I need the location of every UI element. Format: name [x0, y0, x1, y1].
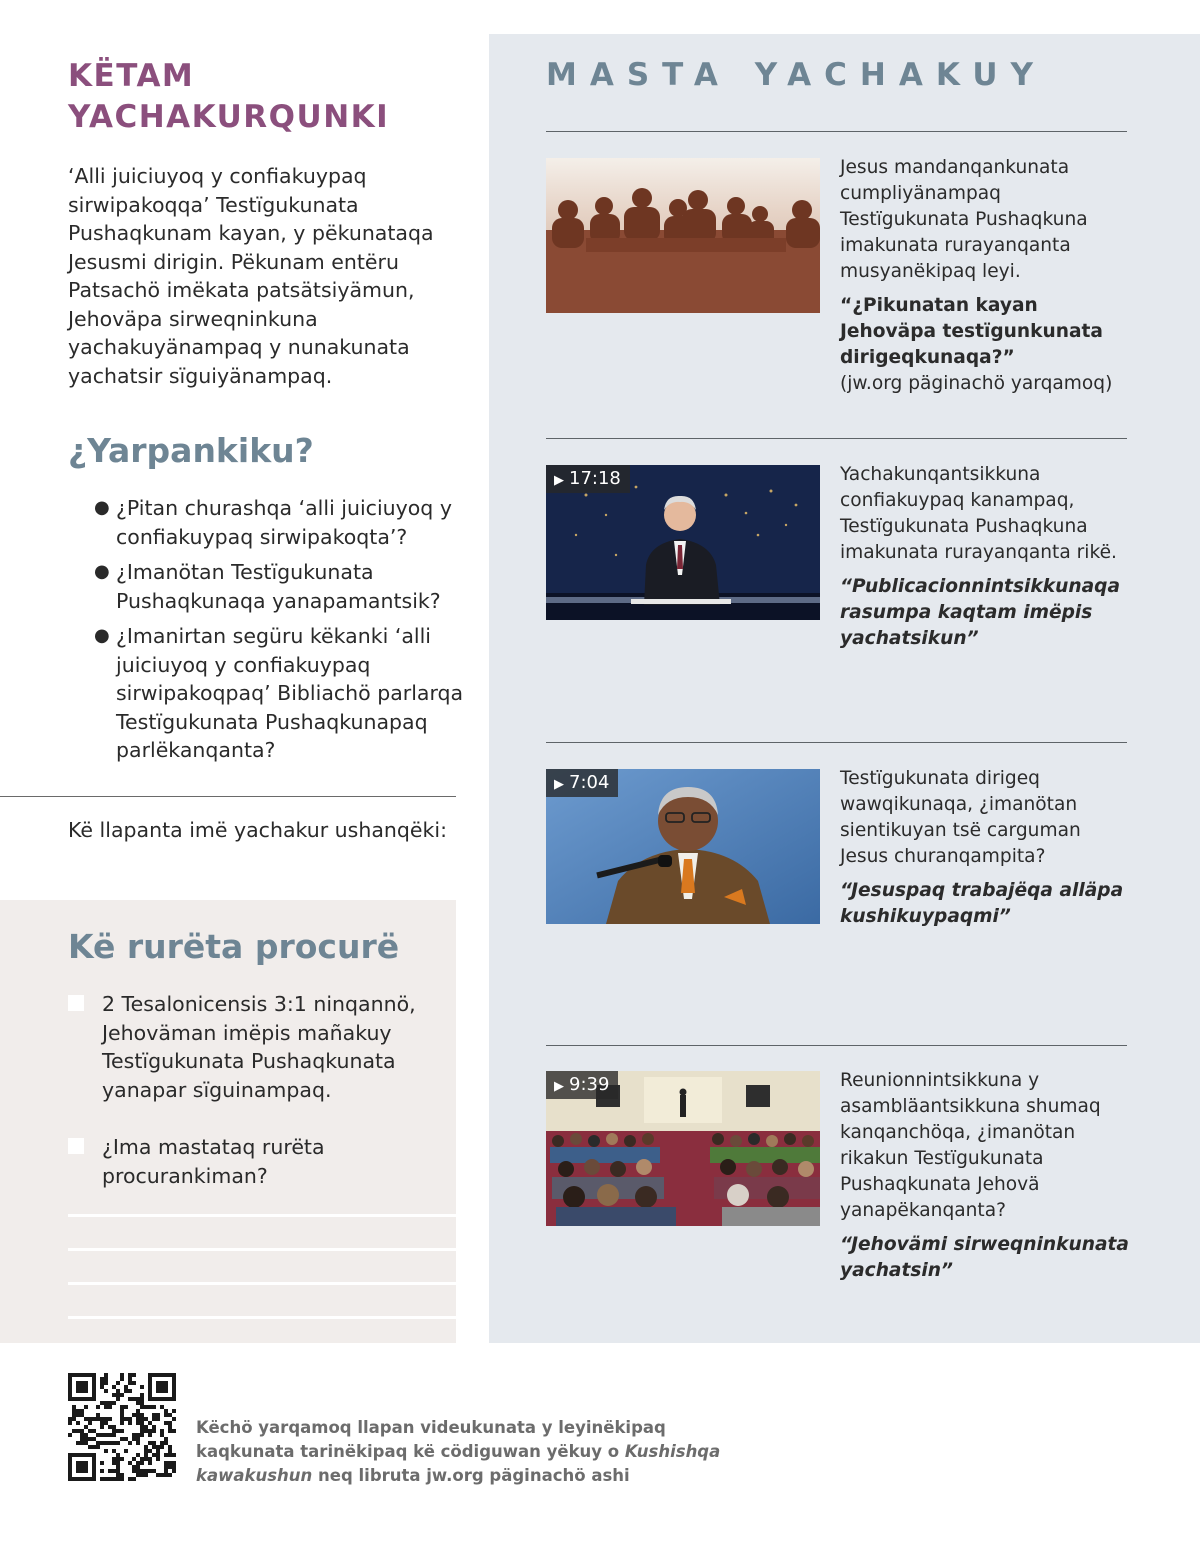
section-divider: [546, 131, 1127, 132]
ask-title: ¿Yarpankiku?: [68, 431, 314, 470]
try-item-text: 2 Tesalonicensis 3:1 ninqannö, Jehoväman imëpis mañakuy Testïgukunata Pushaqkunata yanapar sïguinampaq.: [102, 992, 416, 1102]
video-title-link[interactable]: “Jesuspaq trabajëqa alläpa kushikuypaqmi”: [840, 880, 1124, 927]
question-item: [94, 494, 476, 551]
section-divider: [0, 796, 456, 797]
section-divider: [546, 1045, 1127, 1046]
bullet-icon: ●: [94, 625, 110, 646]
section-divider: [546, 742, 1127, 743]
question-text: ¿Pitan churashqa ‘alli juiciuyoq y confiakuypaq sirwipakoqta’?: [116, 496, 452, 549]
review-title: [68, 56, 456, 138]
video-duration: 7:04: [569, 772, 610, 793]
item-text-block: [840, 462, 1130, 652]
review-intro: ‘Alli juiciuyoq y confiakuypaq sirwipakoqqa’ Testïgukunata Pushaqkunam kayan, y pëkunataqa Jesusmi dirigin. Pëkunam entëru Patsachö imëkata patsätsiyämun, Jehoväpa sirweqninkuna yachakuyänampaq y nunakunata yachatsir sïguiyänampaq.: [68, 164, 434, 388]
item-source: (jw.org päginachö yarqamoq): [840, 373, 1113, 394]
article-title-link[interactable]: “¿Pikunatan kayan Jehoväpa testïgunkunata dirigeqkunaqa?”: [840, 295, 1103, 368]
footer-text-part1: Këchö yarqamoq llapan videukunata y leyinëkipaq kaqkunata tarinëkipaq kë cödiguwan yëkuy o: [196, 1418, 666, 1461]
footer-text-part2: neq libruta jw.org päginachö ashi: [312, 1466, 630, 1485]
play-icon: ▶: [554, 473, 564, 488]
checkbox-icon[interactable]: [68, 1138, 84, 1154]
writing-line: [68, 1214, 456, 1217]
notes-label: Kë llapanta imë yachakur ushanqëki:: [68, 818, 447, 842]
video-duration: 9:39: [569, 1074, 610, 1095]
meeting-silhouette-image: [546, 158, 820, 313]
review-title-line2: YACHAKURQUNKI: [68, 99, 390, 135]
qr-code-icon[interactable]: [68, 1373, 176, 1481]
item-text-block: [840, 155, 1130, 397]
item-description: Reunionnintsikkuna y asambläantsikkuna shumaq kanqanchöqa, ¿imanötan rikakun Testïgukunata Pushaqkunata Jehovä yanapëkanqanta?: [840, 1070, 1101, 1221]
try-item: [68, 990, 428, 1104]
section-divider: [546, 438, 1127, 439]
review-title-line1: KËTAM: [68, 58, 195, 94]
item-description: Testïgukunata dirigeq wawqikunaqa, ¿imanötan sientikuyan tsë carguman Jesus churanqampita?: [840, 768, 1081, 867]
more-title: MASTA YACHAKUY: [546, 57, 1046, 93]
question-item: [94, 558, 476, 615]
question-text: ¿Imanirtan següru këkanki ‘alli juiciuyoq y confiakuypaq sirwipakoqpaq’ Bibliachö parlarqa Testïgukunata Pushaqkunapaq parlëkanqanta?: [116, 624, 464, 762]
footer-book-title: Kushishqa kawakushun: [196, 1442, 721, 1485]
item-description: Yachakunqantsikkuna confiakuypaq kanampaq, Testïgukunata Pushaqkuna imakunata rurayanqanta rikë.: [840, 464, 1117, 563]
article-image[interactable]: [546, 158, 820, 313]
question-text: ¿Imanötan Testïgukunata Pushaqkunaqa yanapamantsik?: [116, 560, 441, 613]
writing-line: [68, 1248, 456, 1251]
video-thumbnail[interactable]: [546, 1071, 820, 1226]
video-duration-badge: [546, 1071, 618, 1099]
item-description: Jesus mandanqankunata cumpliyänampaq Testïgukunata Pushaqkuna imakunata rurayanqanta musyanëkipaq leyi.: [840, 157, 1088, 282]
try-title: Kë rurëta procurë: [68, 927, 400, 966]
writing-line: [68, 1282, 456, 1285]
bullet-icon: ●: [94, 561, 110, 582]
video-title-link[interactable]: “Publicacionnintsikkunaqa rasumpa kaqtam imëpis yachatsikun”: [840, 576, 1120, 649]
video-thumbnail[interactable]: [546, 465, 820, 620]
play-icon: ▶: [554, 1079, 564, 1094]
question-list: [68, 494, 476, 765]
checkbox-icon[interactable]: [68, 995, 84, 1011]
bullet-icon: ●: [94, 497, 110, 518]
item-text-block: [840, 1068, 1130, 1284]
video-duration-badge: [546, 769, 618, 797]
item-text-block: [840, 766, 1130, 930]
play-icon: ▶: [554, 777, 564, 792]
video-thumbnail[interactable]: [546, 769, 820, 924]
footer-text: [196, 1416, 756, 1488]
writing-line: [68, 1316, 456, 1319]
question-item: [94, 622, 476, 765]
try-item-text: ¿Ima mastataq rurëta procurankiman?: [102, 1135, 325, 1188]
try-item: [68, 1133, 428, 1190]
video-duration-badge: [546, 465, 630, 493]
video-title-link[interactable]: “Jehovämi sirweqninkunata yachatsin”: [840, 1234, 1129, 1281]
video-duration: 17:18: [569, 468, 621, 489]
qr-code-graphic: [68, 1373, 176, 1481]
